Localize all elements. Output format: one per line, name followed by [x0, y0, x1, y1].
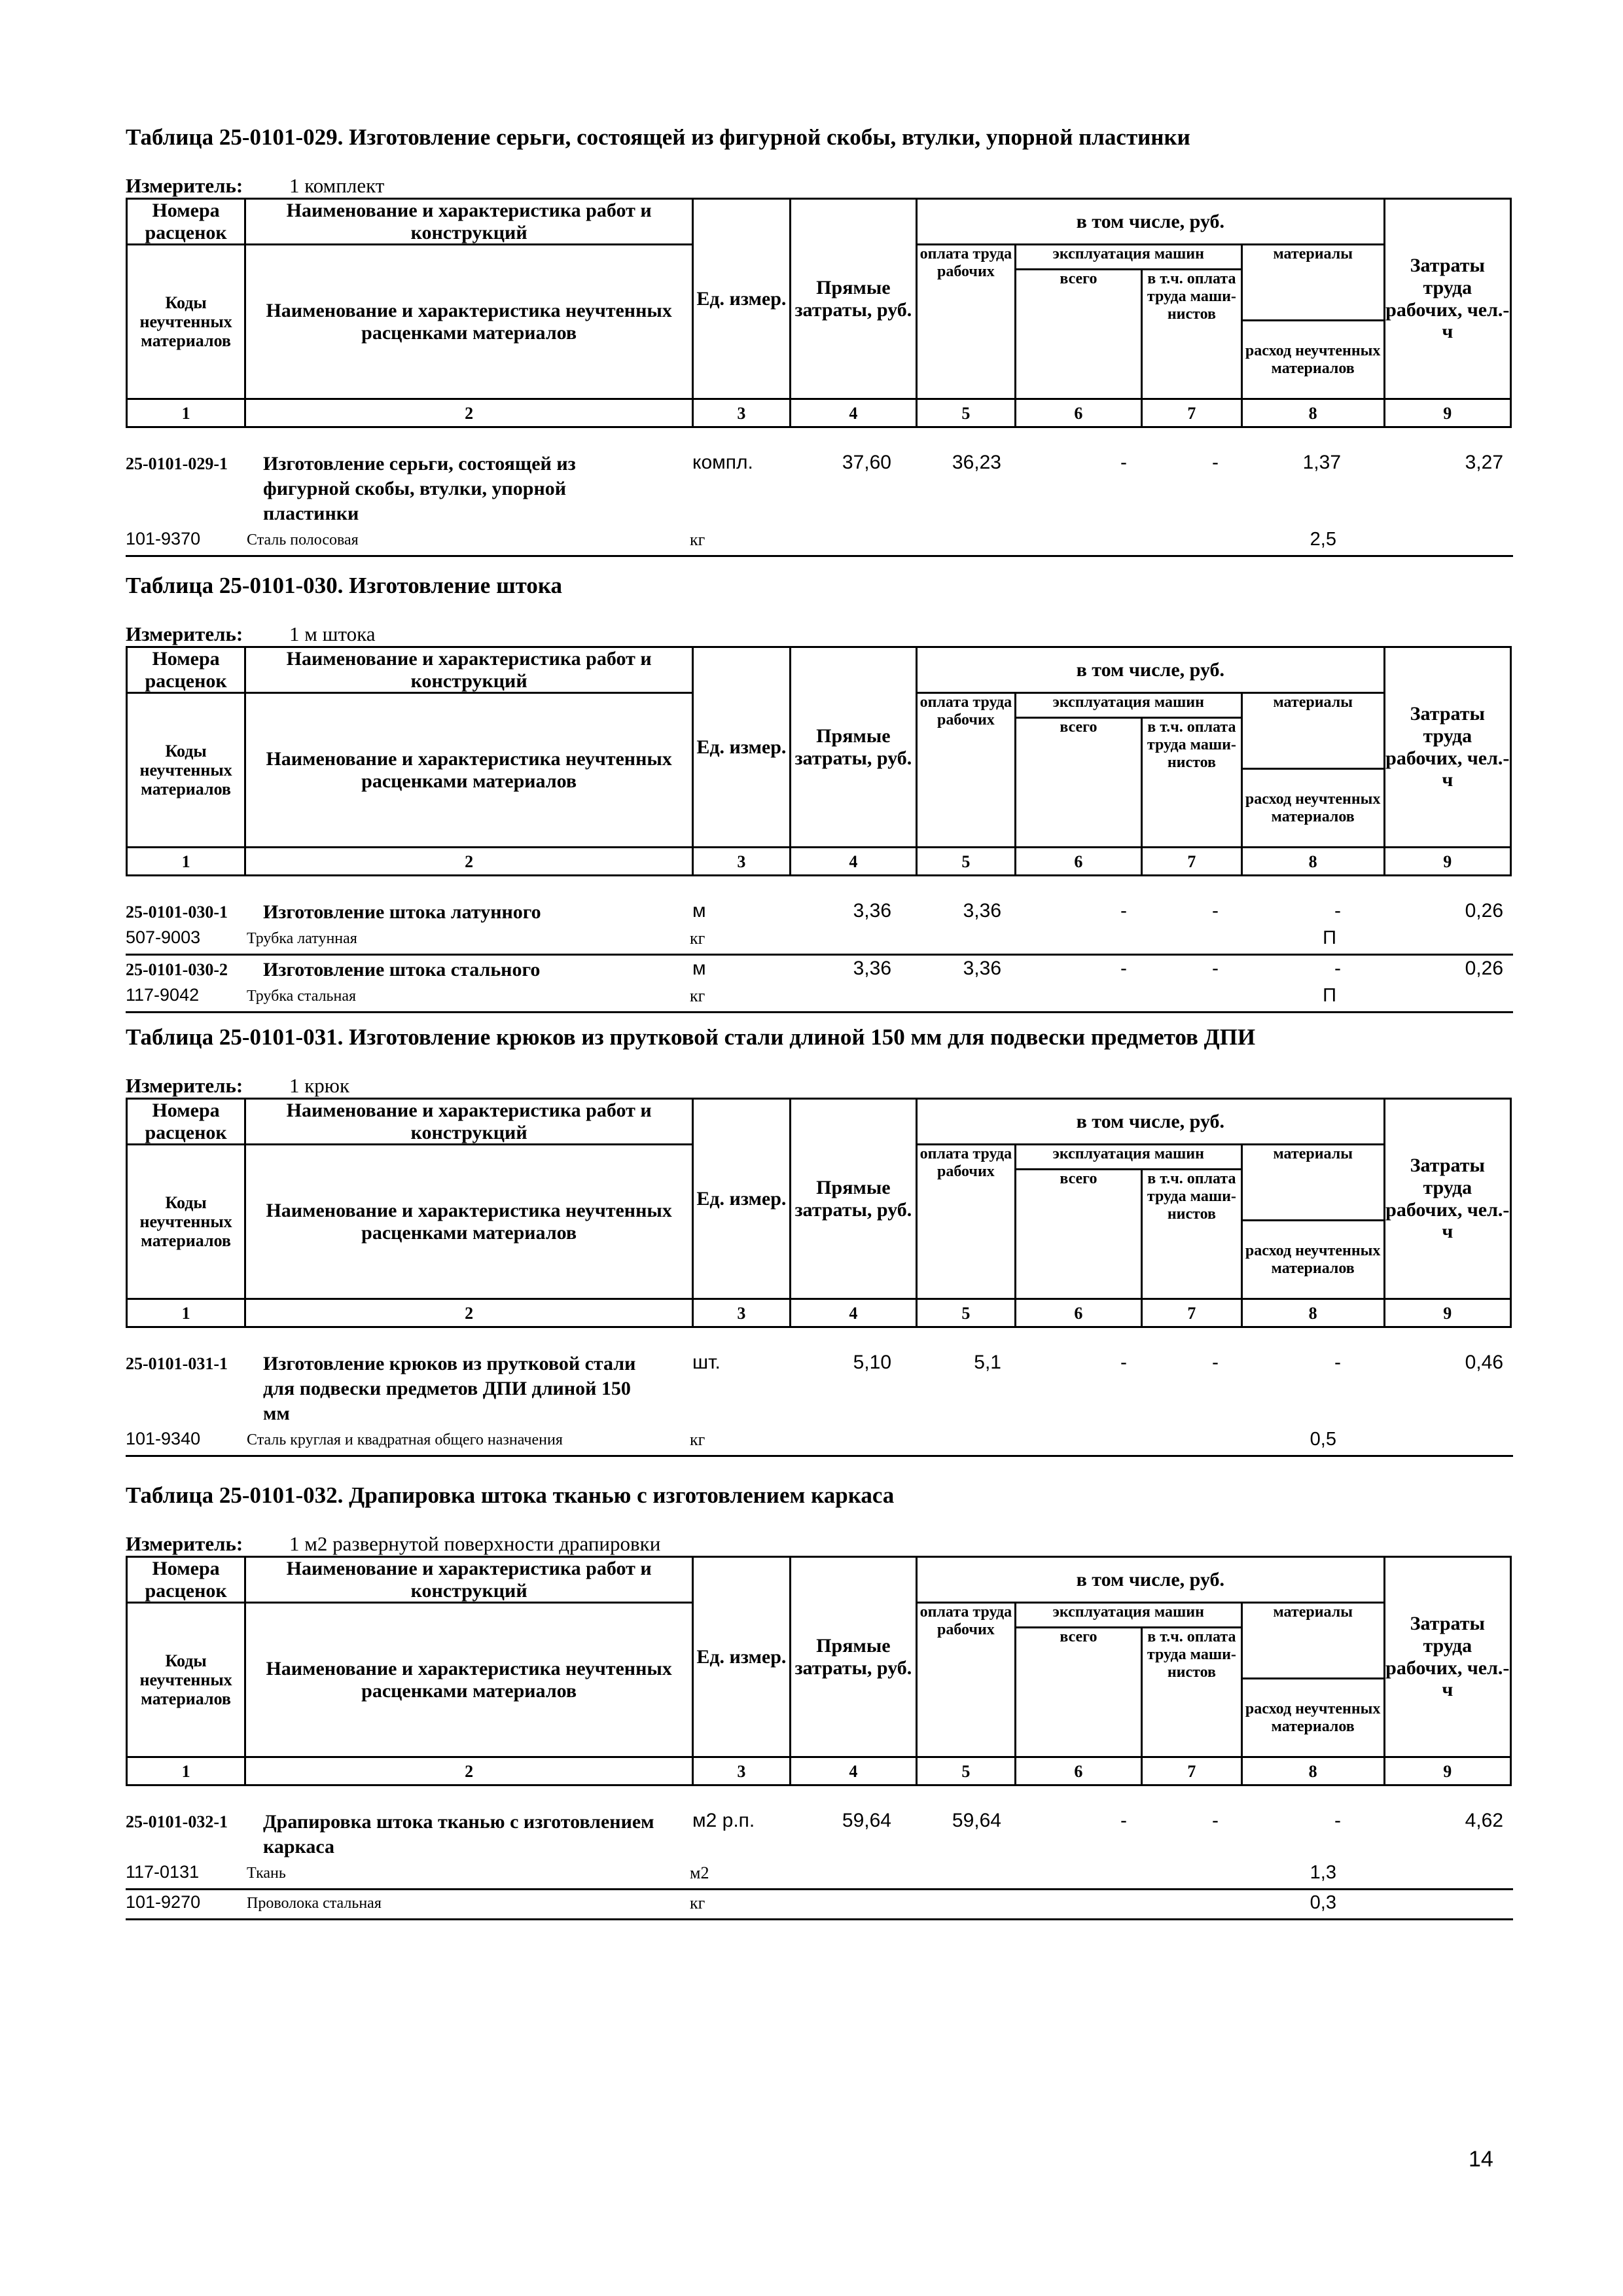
- rate-wages: 3,36: [963, 900, 1001, 922]
- measure-line: [126, 174, 384, 198]
- hdr-direct: Прямые затраты, руб.: [790, 1557, 916, 1757]
- hdr-wages: оплата труда рабочих: [917, 245, 1016, 399]
- rate-name-line: Изготовление серьги, состоящей из: [263, 453, 576, 475]
- col-number: 2: [245, 399, 693, 427]
- col-number: 7: [1142, 1757, 1242, 1785]
- col-number: 4: [790, 399, 916, 427]
- col-number: 9: [1384, 848, 1510, 876]
- col-number: 3: [693, 848, 791, 876]
- hdr-total: всего: [1015, 1628, 1141, 1757]
- col-number: 4: [790, 1757, 916, 1785]
- table-row: [126, 1352, 1513, 1426]
- rate-mach-wages: -: [1212, 1810, 1219, 1831]
- row-separator: [126, 954, 1513, 956]
- rate-code: 25-0101-031-1: [126, 1354, 228, 1373]
- measure-value: 1 комплект: [289, 174, 385, 197]
- row-separator: [126, 1011, 1513, 1013]
- hdr-incl: в том числе, руб.: [917, 199, 1384, 245]
- col-number: 3: [693, 399, 791, 427]
- table-row: [126, 900, 1513, 925]
- rate-name-line: мм: [263, 1403, 290, 1424]
- hdr-incl: в том числе, руб.: [917, 647, 1384, 693]
- hdr-codes: Коды неучтенных материалов: [127, 693, 245, 848]
- col-number: 3: [693, 1299, 791, 1327]
- hdr-name-mat: Наименование и характеристика неучтенных расценками материалов: [245, 1603, 693, 1757]
- rate-mach-wages: -: [1212, 958, 1219, 979]
- hdr-nomera: Номера расценок: [127, 1557, 245, 1603]
- rate-direct: 3,36: [853, 900, 891, 922]
- hdr-wages: оплата труда рабочих: [917, 693, 1016, 848]
- col-number: 5: [917, 848, 1016, 876]
- material-code: 101-9370: [126, 529, 201, 548]
- hdr-labor: Затраты труда рабочих, чел.-ч: [1384, 1099, 1510, 1299]
- material-code: 101-9270: [126, 1892, 201, 1912]
- measure-value: 1 м2 развернутой поверхности драпировки: [289, 1532, 661, 1555]
- measure-label: Измеритель:: [126, 1532, 243, 1555]
- rate-labor: 0,46: [1465, 1352, 1503, 1373]
- rate-unit: м: [692, 958, 706, 979]
- hdr-name-mat: Наименование и характеристика неучтенных расценками материалов: [245, 1145, 693, 1299]
- rate-code: 25-0101-030-1: [126, 903, 228, 922]
- measure-line: [126, 622, 375, 646]
- material-row: [126, 927, 1513, 952]
- hdr-codes: Коды неучтенных материалов: [127, 245, 245, 399]
- col-number: 2: [245, 1299, 693, 1327]
- hdr-name-work: Наименование и характеристика работ и конструкций: [245, 1099, 693, 1145]
- rate-direct: 37,60: [842, 452, 891, 473]
- col-number: 7: [1142, 399, 1242, 427]
- hdr-incl-wages: в т.ч. оплата труда маши-нистов: [1142, 270, 1242, 399]
- measure-line: [126, 1532, 660, 1556]
- col-number: 6: [1015, 399, 1141, 427]
- rate-materials: -: [1334, 1810, 1341, 1831]
- hdr-materials-blank: [1241, 1628, 1384, 1679]
- hdr-incl-wages: в т.ч. оплата труда маши-нистов: [1142, 1628, 1242, 1757]
- table-title: Таблица 25-0101-031. Изготовление крюков из прутковой стали длиной 150 мм для подвески предметов ДПИ: [126, 1024, 1256, 1050]
- material-name: Ткань: [247, 1865, 286, 1882]
- hdr-total: всего: [1015, 1170, 1141, 1299]
- hdr-materials: материалы: [1241, 245, 1384, 270]
- col-number: 6: [1015, 848, 1141, 876]
- hdr-unit: Ед. измер.: [693, 1099, 791, 1299]
- material-unit: м2: [690, 1863, 709, 1882]
- row-separator: [126, 1918, 1513, 1920]
- material-unit: кг: [690, 986, 705, 1005]
- material-row: [126, 529, 1513, 554]
- hdr-unit: Ед. измер.: [693, 647, 791, 848]
- material-code: 101-9340: [126, 1429, 201, 1448]
- hdr-consumption: расход неучтенных материалов: [1241, 1221, 1384, 1299]
- hdr-wages: оплата труда рабочих: [917, 1145, 1016, 1299]
- rate-direct: 59,64: [842, 1810, 891, 1831]
- measure-label: Измеритель:: [126, 174, 243, 197]
- hdr-direct: Прямые затраты, руб.: [790, 1099, 916, 1299]
- material-code: 117-9042: [126, 985, 200, 1005]
- hdr-materials: материалы: [1241, 1145, 1384, 1170]
- hdr-incl: в том числе, руб.: [917, 1099, 1384, 1145]
- hdr-unit: Ед. измер.: [693, 1557, 791, 1757]
- hdr-codes: Коды неучтенных материалов: [127, 1603, 245, 1757]
- col-number: 1: [127, 1299, 245, 1327]
- material-unit: кг: [690, 530, 705, 549]
- col-number: 8: [1241, 399, 1384, 427]
- rate-mach-total: -: [1120, 1810, 1127, 1831]
- rate-code: 25-0101-030-2: [126, 960, 228, 979]
- hdr-name-work: Наименование и характеристика работ и конструкций: [245, 199, 693, 245]
- hdr-materials: материалы: [1241, 1603, 1384, 1628]
- rate-wages: 36,23: [952, 452, 1001, 473]
- rate-materials: -: [1334, 900, 1341, 922]
- hdr-codes: Коды неучтенных материалов: [127, 1145, 245, 1299]
- rate-unit: шт.: [692, 1352, 721, 1373]
- rate-labor: 0,26: [1465, 900, 1503, 922]
- material-consumption: П: [1323, 927, 1336, 948]
- material-consumption: П: [1323, 985, 1336, 1006]
- hdr-nomera: Номера расценок: [127, 1099, 245, 1145]
- hdr-machines: эксплуатация машин: [1015, 1603, 1241, 1628]
- material-consumption: 0,3: [1310, 1892, 1336, 1913]
- rate-mach-total: -: [1120, 452, 1127, 473]
- rate-mach-wages: -: [1212, 452, 1219, 473]
- table-title: Таблица 25-0101-029. Изготовление серьги, состоящей из фигурной скобы, втулки, упорной пластинки: [126, 124, 1190, 150]
- rate-unit: м: [692, 900, 706, 922]
- material-row: [126, 1429, 1513, 1454]
- hdr-materials-blank: [1241, 1170, 1384, 1221]
- hdr-materials-blank: [1241, 718, 1384, 769]
- table-header: [126, 1098, 1512, 1328]
- rate-mach-total: -: [1120, 958, 1127, 979]
- col-number: 8: [1241, 848, 1384, 876]
- rate-wages: 5,1: [974, 1352, 1001, 1373]
- table-header: [126, 198, 1512, 428]
- hdr-total: всего: [1015, 270, 1141, 399]
- rate-mach-wages: -: [1212, 900, 1219, 922]
- row-separator: [126, 1455, 1513, 1457]
- hdr-nomera: Номера расценок: [127, 199, 245, 245]
- table-row: [126, 452, 1513, 526]
- material-name: Сталь полосовая: [247, 531, 359, 548]
- col-number: 1: [127, 399, 245, 427]
- measure-label: Измеритель:: [126, 622, 243, 645]
- rate-name-line: каркаса: [263, 1836, 335, 1857]
- rate-code: 25-0101-029-1: [126, 454, 228, 473]
- rate-name-line: Драпировка штока тканью с изготовлением: [263, 1811, 654, 1833]
- material-code: 507-9003: [126, 927, 201, 947]
- col-number: 4: [790, 1299, 916, 1327]
- hdr-labor: Затраты труда рабочих, чел.-ч: [1384, 647, 1510, 848]
- table-row: [126, 958, 1513, 982]
- col-number: 2: [245, 848, 693, 876]
- material-unit: кг: [690, 1430, 705, 1449]
- material-name: Проволока стальная: [247, 1895, 382, 1912]
- hdr-consumption: расход неучтенных материалов: [1241, 769, 1384, 848]
- table-header: [126, 1556, 1512, 1786]
- col-number: 1: [127, 848, 245, 876]
- hdr-machines: эксплуатация машин: [1015, 693, 1241, 718]
- row-separator: [126, 1888, 1513, 1890]
- row-separator: [126, 555, 1513, 557]
- rate-name-line: Изготовление штока латунного: [263, 901, 541, 923]
- rate-materials: 1,37: [1302, 452, 1341, 473]
- rate-labor: 4,62: [1465, 1810, 1503, 1831]
- rate-unit: м2 р.п.: [692, 1810, 755, 1831]
- col-number: 9: [1384, 399, 1510, 427]
- material-consumption: 0,5: [1310, 1429, 1336, 1450]
- col-number: 2: [245, 1757, 693, 1785]
- hdr-total: всего: [1015, 718, 1141, 848]
- rate-name-line: пластинки: [263, 503, 359, 524]
- table-title: Таблица 25-0101-030. Изготовление штока: [126, 573, 562, 598]
- hdr-materials-blank: [1241, 270, 1384, 321]
- col-number: 9: [1384, 1299, 1510, 1327]
- col-number: 7: [1142, 848, 1242, 876]
- rate-direct: 3,36: [853, 958, 891, 979]
- rate-mach-total: -: [1120, 900, 1127, 922]
- rate-name-line: Изготовление штока стального: [263, 959, 541, 980]
- hdr-direct: Прямые затраты, руб.: [790, 199, 916, 399]
- material-name: Трубка стальная: [247, 988, 357, 1005]
- col-number: 3: [693, 1757, 791, 1785]
- material-row: [126, 1862, 1513, 1887]
- rate-labor: 0,26: [1465, 958, 1503, 979]
- rate-name-line: для подвески предметов ДПИ длиной 150: [263, 1378, 631, 1399]
- col-number: 5: [917, 1299, 1016, 1327]
- material-row: [126, 985, 1513, 1010]
- hdr-incl: в том числе, руб.: [917, 1557, 1384, 1603]
- rate-mach-wages: -: [1212, 1352, 1219, 1373]
- material-unit: кг: [690, 1893, 705, 1912]
- col-number: 8: [1241, 1299, 1384, 1327]
- rate-name-line: фигурной скобы, втулки, упорной: [263, 478, 567, 499]
- hdr-name-work: Наименование и характеристика работ и конструкций: [245, 647, 693, 693]
- col-number: 6: [1015, 1757, 1141, 1785]
- measure-value: 1 крюк: [289, 1074, 350, 1097]
- col-number: 9: [1384, 1757, 1510, 1785]
- hdr-labor: Затраты труда рабочих, чел.-ч: [1384, 199, 1510, 399]
- hdr-direct: Прямые затраты, руб.: [790, 647, 916, 848]
- rate-code: 25-0101-032-1: [126, 1812, 228, 1831]
- hdr-name-mat: Наименование и характеристика неучтенных расценками материалов: [245, 245, 693, 399]
- hdr-name-mat: Наименование и характеристика неучтенных расценками материалов: [245, 693, 693, 848]
- table-row: [126, 1810, 1513, 1859]
- hdr-incl-wages: в т.ч. оплата труда маши-нистов: [1142, 718, 1242, 848]
- hdr-nomera: Номера расценок: [127, 647, 245, 693]
- material-code: 117-0131: [126, 1862, 200, 1882]
- material-row: [126, 1892, 1513, 1917]
- col-number: 5: [917, 1757, 1016, 1785]
- material-unit: кг: [690, 929, 705, 948]
- rate-materials: -: [1334, 1352, 1341, 1373]
- col-number: 6: [1015, 1299, 1141, 1327]
- hdr-incl-wages: в т.ч. оплата труда маши-нистов: [1142, 1170, 1242, 1299]
- rate-name-line: Изготовление крюков из прутковой стали: [263, 1353, 636, 1374]
- col-number: 8: [1241, 1757, 1384, 1785]
- hdr-unit: Ед. измер.: [693, 199, 791, 399]
- rate-labor: 3,27: [1465, 452, 1503, 473]
- col-number: 1: [127, 1757, 245, 1785]
- col-number: 7: [1142, 1299, 1242, 1327]
- col-number: 4: [790, 848, 916, 876]
- hdr-labor: Затраты труда рабочих, чел.-ч: [1384, 1557, 1510, 1757]
- material-name: Трубка латунная: [247, 930, 357, 947]
- hdr-machines: эксплуатация машин: [1015, 1145, 1241, 1170]
- measure-label: Измеритель:: [126, 1074, 243, 1097]
- material-consumption: 1,3: [1310, 1862, 1336, 1883]
- hdr-wages: оплата труда рабочих: [917, 1603, 1016, 1757]
- hdr-consumption: расход неучтенных материалов: [1241, 1679, 1384, 1757]
- col-number: 5: [917, 399, 1016, 427]
- hdr-name-work: Наименование и характеристика работ и конструкций: [245, 1557, 693, 1603]
- hdr-machines: эксплуатация машин: [1015, 245, 1241, 270]
- table-title: Таблица 25-0101-032. Драпировка штока тканью с изготовлением каркаса: [126, 1482, 895, 1508]
- hdr-consumption: расход неучтенных материалов: [1241, 321, 1384, 399]
- rate-materials: -: [1334, 958, 1341, 979]
- rate-wages: 59,64: [952, 1810, 1001, 1831]
- material-consumption: 2,5: [1310, 529, 1336, 550]
- measure-line: [126, 1074, 349, 1098]
- rate-mach-total: -: [1120, 1352, 1127, 1373]
- material-name: Сталь круглая и квадратная общего назначения: [247, 1431, 563, 1448]
- rate-direct: 5,10: [853, 1352, 891, 1373]
- table-header: [126, 646, 1512, 876]
- page-number: 14: [1469, 2147, 1493, 2172]
- measure-value: 1 м штока: [289, 622, 376, 645]
- rate-unit: компл.: [692, 452, 753, 473]
- hdr-materials: материалы: [1241, 693, 1384, 718]
- rate-wages: 3,36: [963, 958, 1001, 979]
